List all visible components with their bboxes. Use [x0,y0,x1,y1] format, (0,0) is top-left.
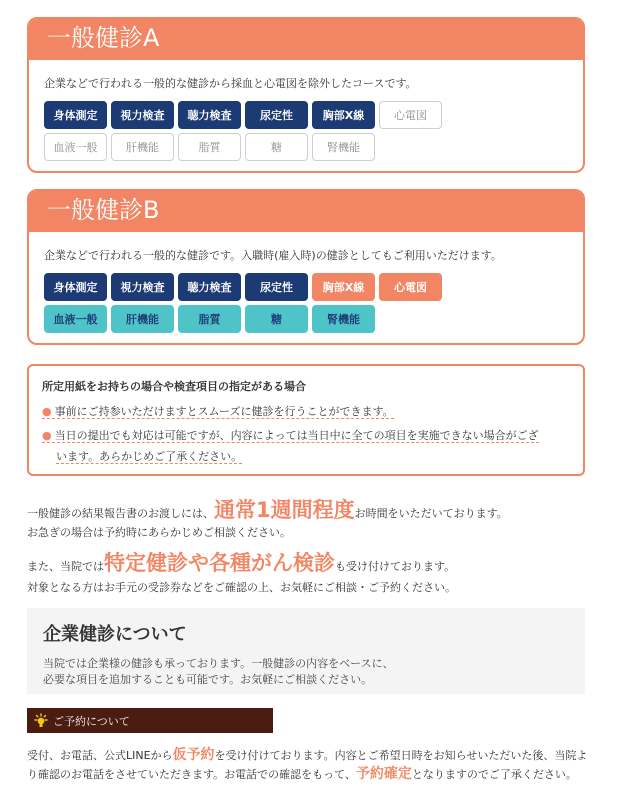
notice-item: ● 当日の提出でも対応は可能ですが、内容によっては当日中に全ての項目を実施できない場合がござ います。あらかじめご了承ください。 [42,429,539,463]
course-a-tag: 糖 [245,133,308,161]
course-b-tag: 身体測定 [44,273,107,301]
course-a-tag: 身体測定 [44,101,107,129]
course-b-description: 企業などで行われる一般的な健診です。入職時(雇入時)の健診としてもご利用いただけます。 [44,249,502,262]
course-b-tag-row [44,305,583,333]
bullet-icon: ● [42,429,52,442]
course-a-description: 企業などで行われる一般的な健診から採血と心電図を除外したコースです。 [44,77,417,90]
course-b-tags [44,273,583,333]
course-b-tag: 血液一般 [44,305,107,333]
course-a-tag: 血液一般 [44,133,107,161]
course-b-tag: 尿定性 [245,273,308,301]
course-b-tag: 胸部X線 [312,273,375,301]
course-a-tags [44,101,583,161]
results-highlight: 通常1週間程度 [214,498,355,522]
special-paragraph: また、当院では特定健診や各種がん検診も受け付けております。 [27,551,456,575]
business-title: 企業健診について [43,624,187,645]
business-text-2: 必要な項目を追加することも可能です。お気軽にご相談ください。 [43,673,373,686]
course-a-tag: 胸部X線 [312,101,375,129]
course-a-tag-row [44,133,583,161]
course-b-tag: 肝機能 [111,305,174,333]
reservation-highlight-2: 予約確定 [355,766,412,782]
course-b-card [27,189,585,345]
course-b-tag-row [44,273,583,301]
course-a-tag: 腎機能 [312,133,375,161]
course-b-tag: 脂質 [178,305,241,333]
reservation-line-2: り確認のお電話をさせていただきます。お電話での確認をもって、予約確定となりますのでご了承ください。 [27,766,577,782]
course-a-tag: 肝機能 [111,133,174,161]
course-a-tag: 聴力検査 [178,101,241,129]
course-b-tag: 腎機能 [312,305,375,333]
lightbulb-icon [33,713,49,729]
business-text-1: 当院では企業様の健診も承っております。一般健診の内容をベースに、 [43,657,394,670]
course-b-tag: 聴力検査 [178,273,241,301]
results-paragraph: 一般健診の結果報告書のお渡しには、通常1週間程度お時間をいただいております。 [27,498,508,522]
course-b-tag: 視力検査 [111,273,174,301]
business-section [27,608,585,694]
results-note: お急ぎの場合は予約時にあらかじめご相談ください。 [27,526,291,539]
course-a-tag: 脂質 [178,133,241,161]
notice-box [27,364,585,476]
special-note: 対象となる方はお手元の受診券などをご確認の上、お気軽にご相談・ご予約ください。 [27,581,456,594]
course-a-title: 一般健診A [29,19,583,57]
notice-item: ● 事前にご持参いただけますとスムーズに健診を行うことができます。 [42,405,394,418]
course-a-tag: 尿定性 [245,101,308,129]
special-highlight: 特定健診や各種がん検診 [104,551,335,575]
course-a-tag: 心電図 [379,101,442,129]
course-b-title: 一般健診B [29,191,583,229]
reservation-highlight-1: 仮予約 [172,747,215,763]
reservation-header [27,708,273,733]
course-a-tag-row [44,101,583,129]
course-a-card [27,17,585,173]
course-a-tag: 視力検査 [111,101,174,129]
notice-title: 所定用紙をお持ちの場合や検査項目の指定がある場合 [42,380,306,393]
reservation-header-label: ご予約について [53,714,130,728]
course-b-tag: 心電図 [379,273,442,301]
reservation-line-1: 受付、お電話、公式LINEから仮予約を受け付けております。内容とご希望日時をお知らせいただいた後、当院よ [27,747,588,763]
bullet-icon: ● [42,405,52,418]
course-b-tag: 糖 [245,305,308,333]
